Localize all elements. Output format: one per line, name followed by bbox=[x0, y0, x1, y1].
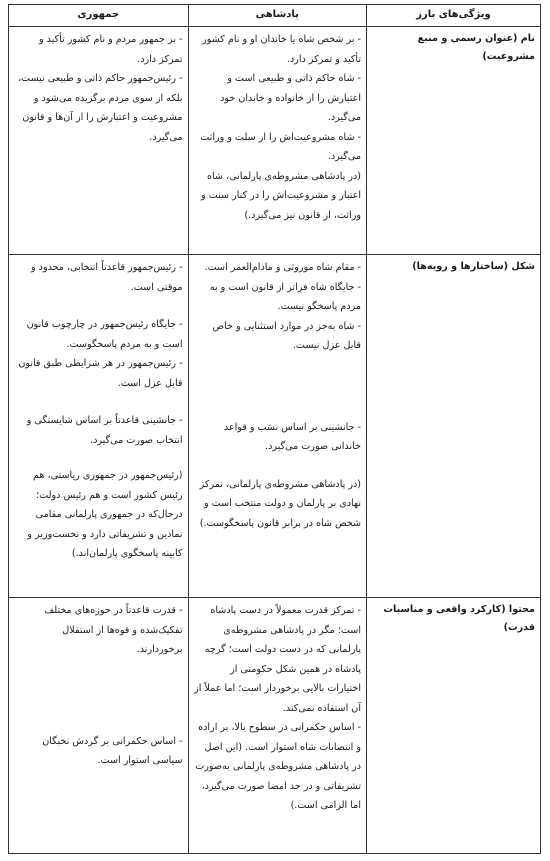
monarchy-name-point-2: - شاه حاکم ذاتی و طبیعی است و اعتبارش را از خانواده و خاندان خود می‌گیرد. bbox=[220, 73, 361, 123]
monarchy-content-point-2: - اساس حکمرانی در سطوح بالا، بر اراده و انتصابات شاه استوار است. (این اصل در پادشاهی مشروطه‌ی پارلمانی به‌صورت تشریفاتی و در حد امضا صورت می‌گیرد، اما الزامی است.) bbox=[195, 722, 361, 811]
republic-content-point-2: - اساس حکمرانی بر گردش نخبگان سیاسی استوار است. bbox=[42, 735, 183, 766]
monarchy-form-point-4: - جانشینی بر اساس نسَب و قواعد خاندانی صورت می‌گیرد. bbox=[223, 421, 361, 452]
monarchy-form-note: (در پادشاهی مشروطه‌ی پارلمانی، تمرکز نهادی بر پارلمان و دولت منتخب است و شخص شاه در برابر قانون پاسخگوست.) bbox=[199, 478, 361, 529]
monarchy-form-point-2: - جایگاه شاه فراتر از قانون است و به مردم پاسخگو نیست. bbox=[209, 281, 361, 312]
comparison-table bbox=[8, 4, 541, 854]
republic-form-point-3: - رئیس‌جمهور در هر شرایطی طبق قانون قابل عزل است. bbox=[18, 358, 183, 389]
header-features: ویژگی‌های بارز bbox=[366, 5, 540, 27]
monarchy-name-cell bbox=[188, 27, 367, 255]
republic-name-point-1: - بر جمهور مردم و نام کشور تأکید و تمرکز دارد. bbox=[38, 34, 183, 65]
monarchy-name-note: (در پادشاهی مشروطه‌ی پارلمانی، شاه اعتبار و مشروعیت‌اش را در کنار سنت و وراثت، از قانون نیز می‌گیرد.) bbox=[201, 170, 361, 221]
republic-form-point-2: - جایگاه رئیس‌جمهور در چارچوب قانون است و به مردم پاسخگوست. bbox=[26, 319, 183, 350]
row-label-content: محتوا (کارکرد واقعی و مناسبات قدرت) bbox=[366, 598, 540, 853]
monarchy-name-point-1: - بر شخص شاه یا خاندان او و نام کشور تأکید و تمرکز دارد. bbox=[202, 34, 361, 65]
row-label-name: نام (عنوان رسمی و منبع مشروعیت) bbox=[366, 27, 540, 255]
row-label-form: شکل (ساختارها و رویه‌ها) bbox=[366, 255, 540, 598]
monarchy-name-point-3: - شاه مشروعیت‌اش را از سلت و وراثت می‌گیرد. bbox=[200, 131, 361, 162]
monarchy-content-cell bbox=[188, 598, 367, 853]
republic-name-point-2: - رئیس‌جمهور حاکم ذاتی و طبیعی نیست، بلکه از سوی مردم برگزیده می‌شود و مشروعیت و اعتبارش را از آن‌ها و قانون می‌گیرد. bbox=[18, 73, 183, 143]
republic-form-cell bbox=[9, 255, 188, 598]
republic-form-point-4: - جانشینی قاعدتاً بر اساس شایستگی و انتخاب صورت می‌گیرد. bbox=[26, 415, 183, 446]
republic-name-cell bbox=[9, 27, 188, 255]
republic-form-note: (رئیس‌جمهور در جمهوری ریاستی، هم رئیس کشور است و هم رئیس دولت؛ درحال‌که در جمهوری پارلمانی مقامی نمادین و تشریفاتی دارد و نخست‌وزیر و کابینه پاسخگوی پارلمان‌اند.) bbox=[27, 470, 183, 559]
republic-content-point-1: - قدرت قاعدتاً در حوزه‌های مختلف تفکیک‌شده و قوه‌ها از استقلال برخوردارند. bbox=[44, 605, 183, 655]
republic-form-point-1: - رئیس‌جمهور قاعدتاً انتخابی، محدود و موقتی است. bbox=[30, 262, 183, 293]
republic-content-cell bbox=[9, 598, 188, 853]
monarchy-content-point-1: - تمرکز قدرت معمولاً در دست پادشاه است؛ مگر در پادشاهی مشروطه‌ی پارلمانی که در دست دولت است؛ گرچه پادشاه در همین شکل حکومتی از اختیارات بالایی برخوردار است؛ اما عملاً از آن استفاده نمی‌کند. bbox=[194, 605, 361, 714]
monarchy-form-cell bbox=[188, 255, 367, 598]
monarchy-form-point-1: - مقام شاه موروثی و مادام‌العمر است. bbox=[204, 262, 361, 273]
header-monarchy: پادشاهی bbox=[188, 5, 367, 27]
monarchy-form-point-3: - شاه به‌جز در موارد استثنایی و خاص قابل عزل نیست. bbox=[212, 320, 361, 351]
header-republic: جمهوری bbox=[9, 5, 188, 27]
